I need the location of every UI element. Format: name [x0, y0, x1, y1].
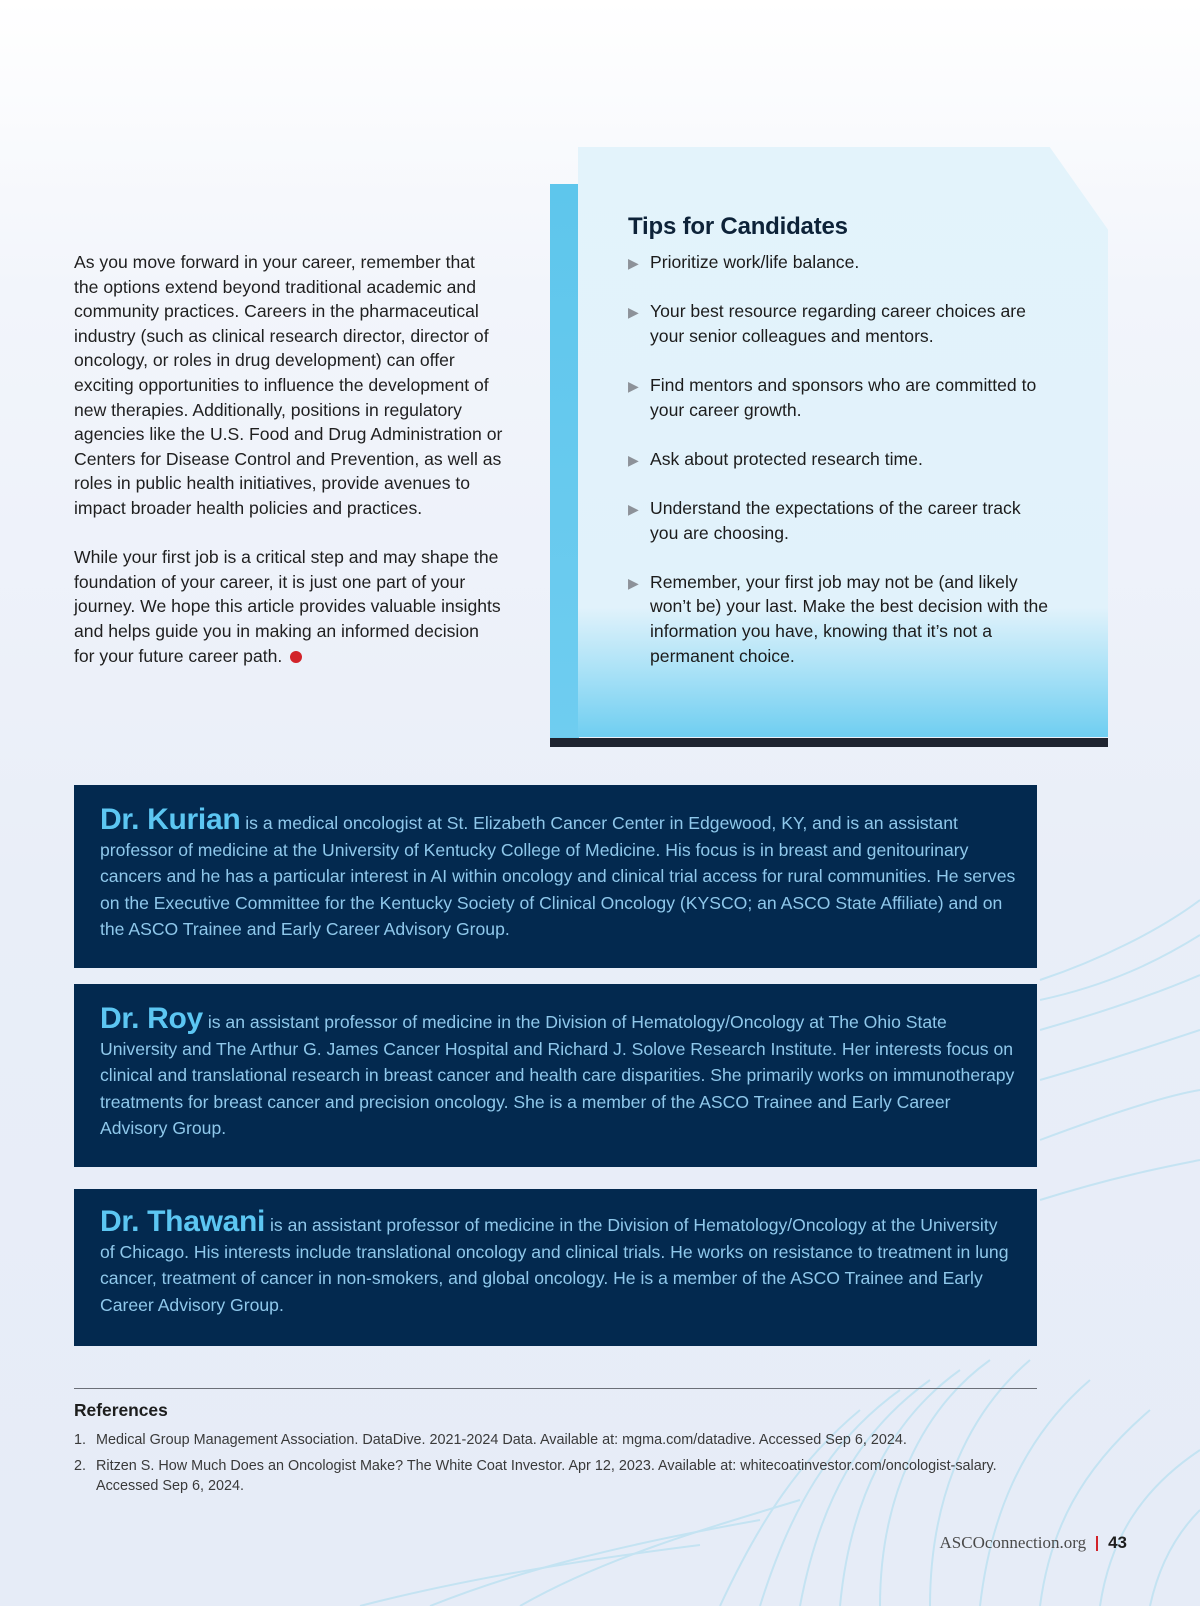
- bio-text: is an assistant professor of medicine in the Division of Hematology/Oncology at the University of Chicago. His interests include translational oncology and clinical trials. He works on resistance to treatment in lung cancer, treatment of cancer in non-smokers, and global oncology. He is a member of the ASCO Trainee and Early Career Advisory Group.: [100, 1215, 1009, 1315]
- bio-thawani: [74, 1189, 1037, 1346]
- bio-name: Dr. Kurian: [100, 803, 241, 836]
- tip-text: Remember, your first job may not be (and likely won’t be) your last. Make the best decision with the information you have, knowing that it’s not a permanent choice.: [650, 571, 1049, 666]
- article-paragraph-1: As you move forward in your career, remember that the options extend beyond traditional academic and community practices. Careers in the pharmaceutical industry (such as clinical research director, director of oncology, or roles in drug development) can offer exciting opportunities to influence the development of new therapies. Additionally, positions in regulatory agencies like the U.S. Food and Drug Administration or Centers for Disease Control and Prevention, as well as roles in public health initiatives, provide avenues to impact broader health policies and practices.: [74, 252, 503, 518]
- bio-roy: [74, 984, 1037, 1167]
- reference-text: Ritzen S. How Much Does an Oncologist Make? The White Coat Investor. Apr 12, 2023. Available at: whitecoatinvestor.com/oncologist-salary. Accessed Sep 6, 2024.: [96, 1458, 997, 1495]
- footer-separator: [1096, 1536, 1098, 1551]
- bio-name: Dr. Roy: [100, 1002, 203, 1035]
- tip-item: [628, 373, 1048, 422]
- tip-item: [628, 447, 1048, 472]
- tip-text: Your best resource regarding career choices are your senior colleagues and mentors.: [650, 301, 1026, 346]
- page-number: 43: [1108, 1533, 1127, 1552]
- references-divider: [74, 1388, 1037, 1389]
- reference-item: [74, 1430, 1024, 1450]
- tip-text: Ask about protected research time.: [650, 448, 923, 469]
- references-list: [74, 1430, 1024, 1503]
- triangle-bullet-icon: ▶: [628, 451, 639, 468]
- reference-number: 1.: [74, 1432, 87, 1448]
- reference-item: [74, 1456, 1024, 1496]
- tips-title: Tips for Candidates: [628, 213, 848, 240]
- article-paragraph-2-text: While your first job is a critical step and may shape the foundation of your career, it is just one part of your journey. We hope this article provides valuable insights and helps guide you in making an informed decision for your future career path.: [74, 547, 501, 666]
- triangle-bullet-icon: ▶: [628, 255, 639, 271]
- tip-item: [628, 496, 1048, 545]
- tip-item: [628, 299, 1048, 348]
- reference-text: Medical Group Management Association. DataDive. 2021-2024 Data. Available at: mgma.com/datadive. Accessed Sep 6, 2024.: [96, 1432, 907, 1448]
- references-title: References: [74, 1400, 168, 1420]
- tip-item: [628, 250, 1048, 275]
- tips-accent-stripe: [550, 184, 579, 739]
- triangle-bullet-icon: ▶: [628, 500, 639, 517]
- tips-sidebar: [550, 147, 1108, 747]
- reference-number: 2.: [74, 1458, 87, 1475]
- bio-text: is a medical oncologist at St. Elizabeth Cancer Center in Edgewood, KY, and is an assistant professor of medicine at the University of Kentucky College of Medicine. His focus is in breast and genitourinary cancers and he has a particular interest in AI within oncology and clinical trial access for rural communities. He serves on the Executive Committee for the Kentucky Society of Clinical Oncology (KYSCO; an ASCO State Affiliate) and on the ASCO Trainee and Early Career Advisory Group.: [100, 813, 1016, 940]
- bio-text: is an assistant professor of medicine in the Division of Hematology/Oncology at The Ohio State University and The Arthur G. James Cancer Hospital and Richard J. Solove Research Institute. Her interests focus on clinical and translational research in breast cancer and health care disparities. She primarily works on immunotherapy treatments for breast cancer and precision oncology. She is a member of the ASCO Trainee and Early Career Advisory Group.: [100, 1012, 1015, 1139]
- tip-text: Understand the expectations of the career track you are choosing.: [650, 497, 1021, 543]
- tips-list: [628, 250, 1048, 693]
- article-body: [74, 250, 504, 693]
- bio-name: Dr. Thawani: [100, 1205, 266, 1238]
- bio-kurian: [74, 785, 1037, 968]
- page-footer: [940, 1533, 1127, 1553]
- triangle-bullet-icon: ▶: [628, 304, 639, 321]
- triangle-bullet-icon: ▶: [628, 574, 639, 591]
- end-mark-icon: [290, 651, 302, 663]
- tips-bottom-bar: [550, 738, 1108, 747]
- tip-text: Find mentors and sponsors who are committed to your career growth.: [650, 374, 1037, 420]
- triangle-bullet-icon: ▶: [628, 377, 639, 394]
- tip-text: Prioritize work/life balance.: [650, 252, 860, 272]
- footer-site: ASCOconnection.org: [939, 1533, 1087, 1552]
- tip-item: [628, 570, 1048, 668]
- article-paragraph-2: [74, 545, 504, 668]
